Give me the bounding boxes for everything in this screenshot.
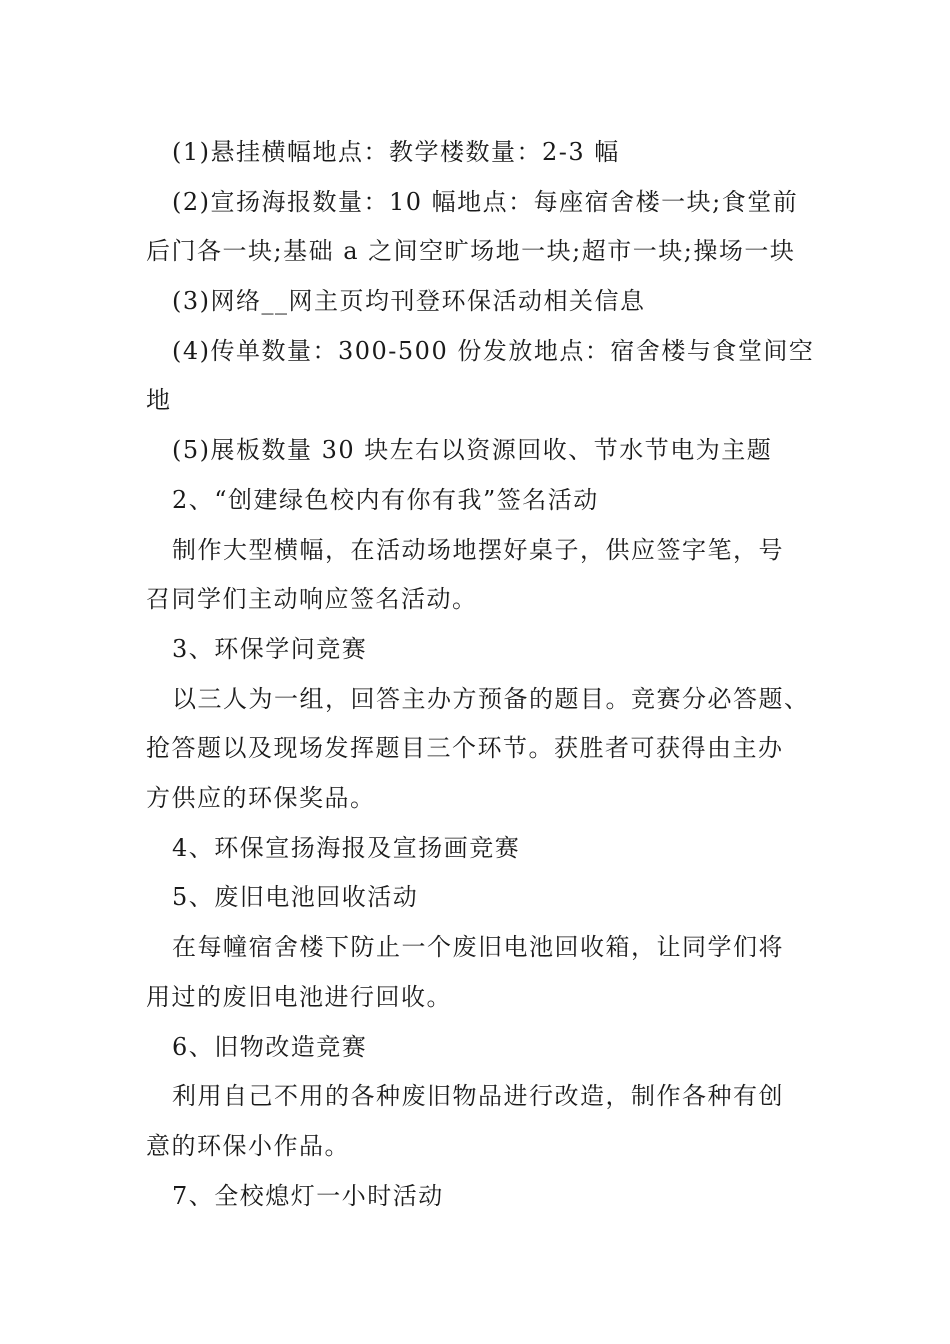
text-line: 方供应的环保奖品。 (146, 784, 376, 812)
text-line: (5)展板数量 30 块左右以资源回收、节水节电为主题 (172, 436, 773, 464)
section-heading: 2、“创建绿色校内有你有我”签名活动 (172, 486, 599, 514)
text-line: 制作大型横幅，在活动场地摆好桌子，供应签字笔，号 (172, 536, 784, 564)
section-heading: 7、全校熄灯一小时活动 (172, 1182, 444, 1210)
text-line: (2)宣扬海报数量：10 幅地点：每座宿舍楼一块;食堂前 (172, 188, 799, 216)
text-line: 以三人为一组，回答主办方预备的题目。竞赛分必答题、 (172, 685, 810, 713)
section-heading: 6、旧物改造竞赛 (172, 1033, 368, 1061)
text-line: 后门各一块;基础 a 之间空旷场地一块;超市一块;操场一块 (146, 237, 796, 265)
text-line: 在每幢宿舍楼下防止一个废旧电池回收箱，让同学们将 (172, 933, 784, 961)
text-line: 抢答题以及现场发挥题目三个环节。获胜者可获得由主办 (146, 734, 784, 762)
text-line: 用过的废旧电池进行回收。 (146, 983, 452, 1011)
text-line: 利用自己不用的各种废旧物品进行改造，制作各种有创 (172, 1082, 784, 1110)
text-line: (1)悬挂横幅地点：教学楼数量：2-3 幅 (172, 138, 620, 166)
text-line: (3)网络__网主页均刊登环保活动相关信息 (172, 287, 646, 315)
section-heading: 5、废旧电池回收活动 (172, 883, 419, 911)
section-heading: 3、环保学问竞赛 (172, 635, 368, 663)
text-line: 意的环保小作品。 (146, 1132, 350, 1160)
text-line: 地 (146, 386, 172, 414)
text-line: (4)传单数量：300-500 份发放地点：宿舍楼与食堂间空 (172, 337, 815, 365)
text-line: 召同学们主动响应签名活动。 (146, 585, 478, 613)
section-heading: 4、环保宣扬海报及宣扬画竞赛 (172, 834, 521, 862)
